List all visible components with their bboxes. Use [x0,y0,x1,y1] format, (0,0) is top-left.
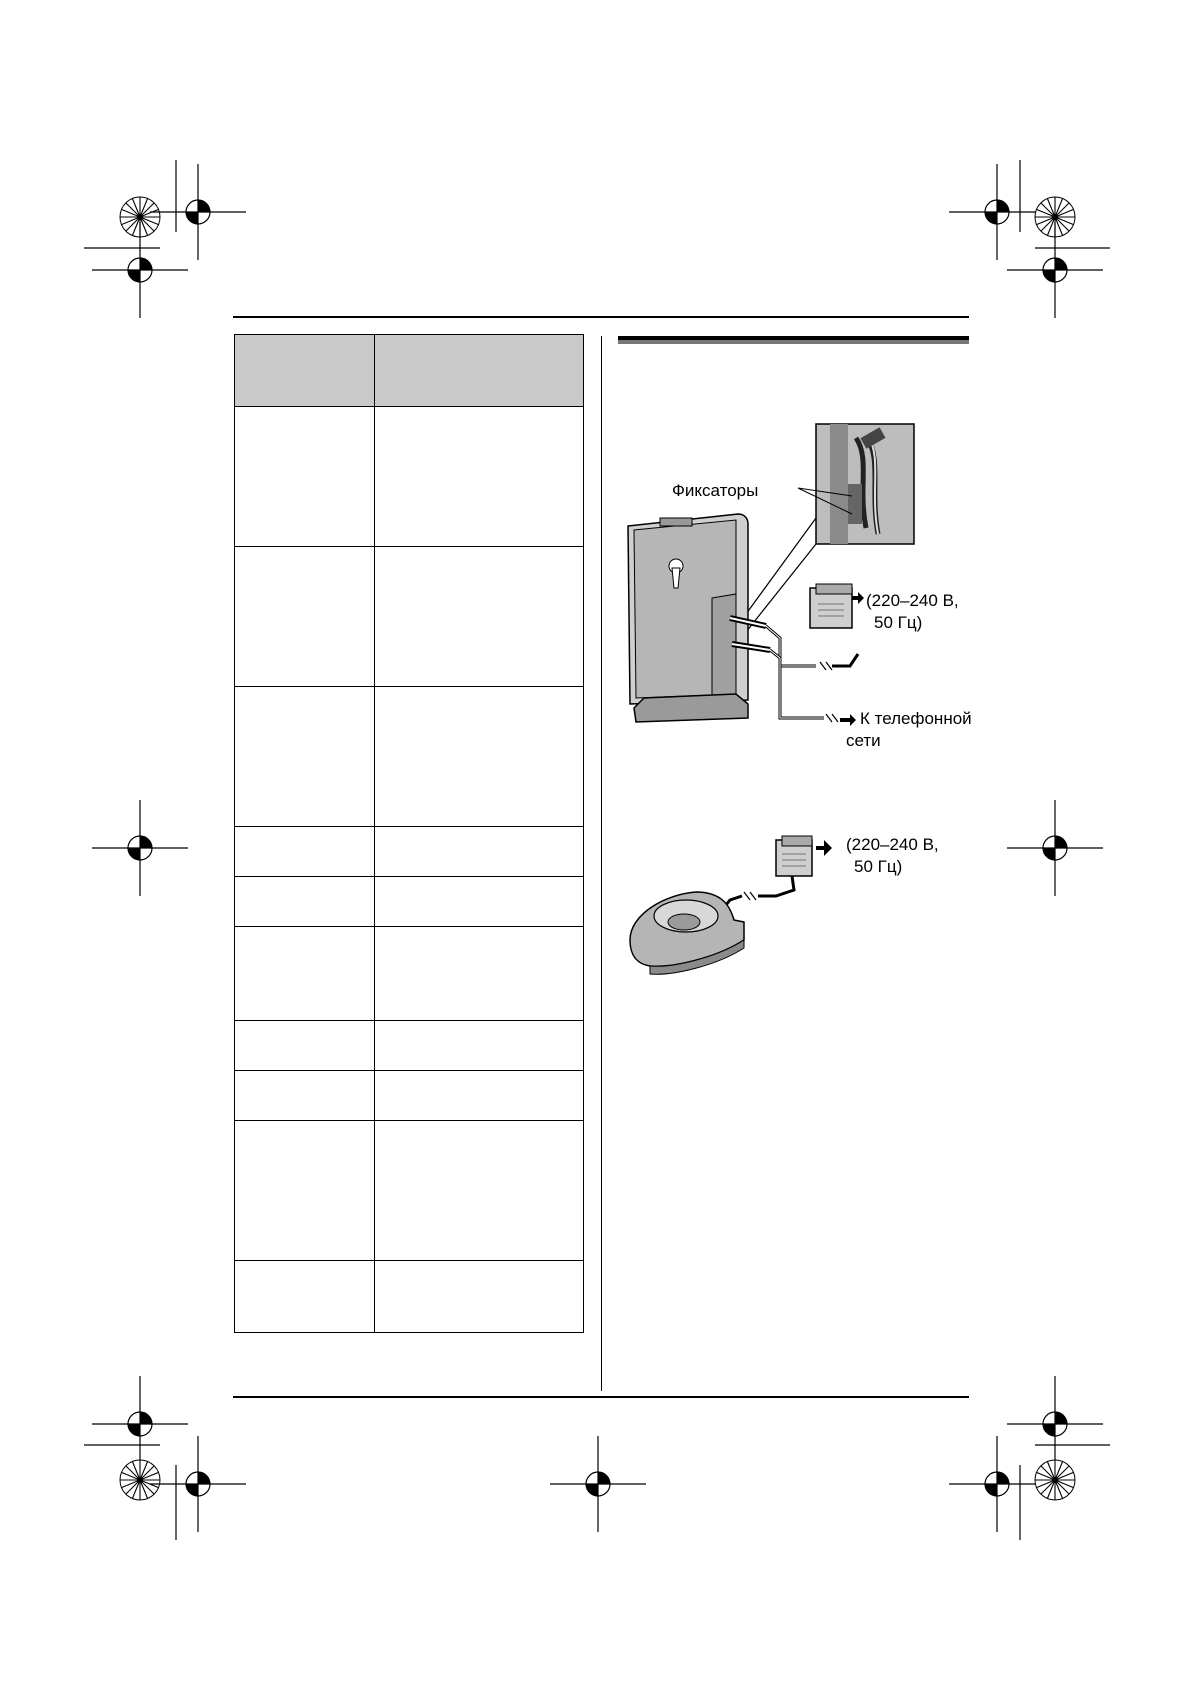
base-unit-illustration [620,418,1000,758]
table-row [235,1071,584,1121]
table-row [235,877,584,927]
table-row [235,927,584,1021]
table-row [235,687,584,827]
label-power-charger [846,834,939,878]
label-phone-line-line2: сети [846,731,881,750]
label-power-charger-line1: (220–240 В, [846,835,939,854]
label-power-base-line1: (220–240 В, [866,591,959,610]
column-divider [601,336,602,1391]
label-phone-line-line1: К телефонной [860,709,972,728]
table-row [235,827,584,877]
label-clips: Фиксаторы [672,481,759,500]
table-row [235,407,584,547]
table-row [235,1021,584,1071]
table-header-row [235,335,584,407]
section-heading-bar [618,336,969,344]
header-rule [233,316,969,318]
spec-table [234,334,584,1333]
table-row [235,1121,584,1261]
label-power-charger-line2: 50 Гц) [854,857,903,876]
table-row [235,1261,584,1333]
footer-rule [233,1396,969,1398]
label-phone-line [846,708,972,752]
label-power-base-line2: 50 Гц) [874,613,923,632]
table-row [235,547,584,687]
label-power-base [866,590,959,634]
